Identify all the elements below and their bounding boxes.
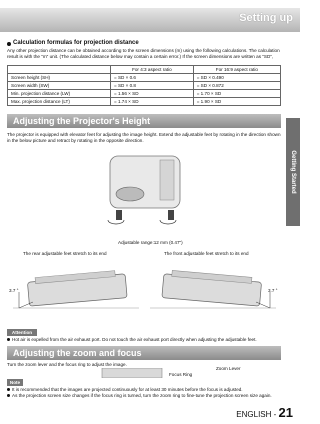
table-cell: = SD × 0.872 — [193, 82, 280, 90]
calc-table — [7, 65, 281, 106]
attention-text — [7, 337, 281, 343]
table-cell: = 1.70 × SD — [193, 90, 280, 98]
front-caption: The front adjustable feet stretch to its end — [164, 251, 249, 256]
table-row — [8, 74, 281, 82]
height-body: The projector is equipped with elevator feet for adjusting the image height. Extend the adjustable feet by rotating in the direction shown in the below picture and retract by rotating in the opposite direction. — [7, 132, 281, 143]
attention-text-body: Hot air is expelled from the air exhaust port. Do not touch the air exhaust port directly when adjusting the adjustable feet. — [12, 337, 257, 342]
table-cell: = SD × 0.8 — [111, 82, 194, 90]
section-title: Adjusting the Projector's Height — [13, 116, 151, 126]
table-cell: Screen width (SW) — [8, 82, 111, 90]
front-tilt-diagram — [148, 258, 282, 320]
table-cell: Max. projection distance (LT) — [8, 98, 111, 106]
table-cell: = SD × 0.490 — [193, 74, 280, 82]
focus-ring-label: Focus Ring — [169, 372, 193, 377]
attention-tag: Attention — [7, 329, 37, 336]
adjustable-range-label: Adjustable range:12 mm (0.47") — [118, 240, 183, 245]
table-cell: = 1.90 × SD — [193, 98, 280, 106]
note-text: As the projection screen size changes if the focus ring is turned, turn the zoom ring to fine-tune the projection screen size again. — [12, 392, 272, 398]
table-row — [8, 82, 281, 90]
bullet-icon — [7, 394, 10, 397]
note-text: It is recommended that the images are projected continuously for at least 30 minutes before the focus is adjusted. — [12, 387, 243, 392]
table-header-row — [8, 66, 281, 74]
projector-feet-diagram — [90, 150, 200, 240]
calc-body: Any other projection distance can be obtained according to the screen dimensions (m) using the following calculations. The calculation result is with the "m" unit. (The calculated distance below may contain a certain error.) If the screen dimensions are written as "SD", — [7, 48, 280, 59]
bullet-icon — [7, 42, 11, 46]
page-number — [236, 405, 293, 420]
table-header-cell — [8, 66, 111, 74]
side-tab — [286, 118, 300, 226]
table-cell: = 1.74 × SD — [111, 98, 194, 106]
table-row — [8, 98, 281, 106]
note-list — [7, 387, 281, 398]
side-tab-label: Getting Started — [290, 150, 296, 194]
zoom-lever-label: Zoom Lever — [216, 366, 241, 371]
note-item — [7, 393, 281, 399]
rear-tilt-diagram — [7, 258, 141, 320]
bullet-icon — [7, 388, 10, 391]
bullet-icon — [7, 338, 10, 341]
table-cell: = SD × 0.6 — [111, 74, 194, 82]
table-cell: Screen height (SH) — [8, 74, 111, 82]
rear-caption: The rear adjustable feet stretch to its end — [23, 251, 107, 256]
table-header-cell: For 16:9 aspect ratio — [193, 66, 280, 74]
front-angle-label: 3.7 ° — [268, 288, 278, 293]
table-header-cell: For 4:3 aspect ratio — [111, 66, 194, 74]
page-number-value: 21 — [278, 405, 293, 420]
zoom-body: Turn the zoom lever and the focus ring to adjust the image. — [7, 362, 127, 367]
table-row — [8, 90, 281, 98]
page-title: Setting up — [239, 12, 293, 24]
calc-title: Calculation formulas for projection distance — [13, 40, 139, 46]
table-cell: = 1.56 × SD — [111, 90, 194, 98]
note-tag: Note — [7, 379, 23, 386]
page-number-prefix: ENGLISH - — [236, 410, 279, 419]
rear-angle-label: 3.7 ° — [9, 288, 19, 293]
section-title: Adjusting the zoom and focus — [13, 348, 142, 358]
table-cell: Min. projection distance (LW) — [8, 90, 111, 98]
